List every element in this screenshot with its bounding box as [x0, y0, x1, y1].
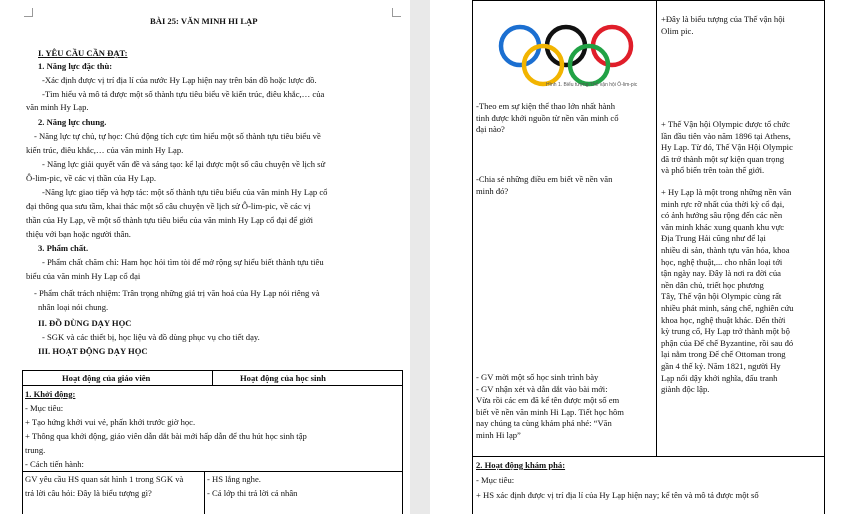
yellow-ring [524, 46, 562, 84]
text-line: nhân loại nói chung. [38, 302, 109, 312]
right-page [430, 0, 855, 514]
blue-ring [501, 27, 539, 65]
text-line: - Năng lực tự chủ, tự học: Chủ động tích cực tìm hiểu một số thành tựu tiêu biểu về [34, 131, 321, 141]
answer-3: + Hy Lạp là một trong những nền văn minh rực rỡ nhất của thời kỳ cổ đại, có ảnh hưởng sâu rộng đến các nền văn minh khác xung quanh khu vực Địa Trung Hải cũng như để lại nhiều di sản, thành tựu văn hóa, khoa học, nghệ thuật,... cho nhân loại tới tận ngày nay. Đây là nơi ra đời của nền dân chủ, triết học phương Tây, Thế vận hội Olympic cùng rất nhiều phát minh, sáng chế, nghiên cứu khoa học, nghệ thuật khác. Đến thời kỳ trung cổ, Hy Lạp trở thành một bộ phận của Đế chế Byzantine, rồi sau đó lại nằm trong Đế chế Ottoman trong gần 4 thế kỷ. Năm 1821, người Hy Lạp nổi dậy khởi nghĩa, đấu tranh giành độc lập. [661, 187, 794, 395]
subsection-heading: 1. Năng lực đặc thù: [38, 61, 113, 71]
table-row: - Mục tiêu: [476, 475, 515, 485]
table-row: 1. Khởi động: [25, 389, 76, 399]
table-row: trung. [25, 445, 46, 455]
text-line: Ô-lim-pic, về các vị thần của Hy Lạp. [26, 173, 157, 183]
table-header-student: Hoạt động của học sinh [240, 373, 326, 383]
green-ring [570, 46, 608, 84]
lesson-title: BÀI 25: VĂN MINH HI LẠP [150, 16, 258, 26]
left-page [0, 0, 410, 514]
subsection-heading: 2. Năng lực chung. [38, 117, 107, 127]
text-line: -Năng lực giao tiếp và hợp tác: một số thành tựu tiêu biểu của văn minh Hy Lạp cổ [42, 187, 328, 197]
text-line: -Xác định được vị trí địa lí của nước Hy Lạp hiện nay trên bản đồ hoặc lược đồ. [42, 75, 317, 85]
text-line: kiến trúc, điêu khắc,… của văn minh Hy Lạp. [26, 145, 184, 155]
subsection-heading: 3. Phẩm chất. [38, 243, 89, 253]
text-line: -Tìm hiểu và mô tả được một số thành tựu tiêu biểu về kiến trúc, điêu khắc,… của [42, 89, 325, 99]
activity-heading: 2. Hoạt động khám phá: [476, 460, 566, 470]
image-caption: Hình 1. Biểu tượng Thế vận hội Ô-lim-pic [546, 82, 638, 88]
olympic-rings-image [494, 20, 640, 90]
text-line: thần của Hy Lạp, về một số thành tựu tiêu biểu của văn minh Hy Lạp cổ đại để giới [26, 215, 313, 225]
answer-2: + Thế Vận hội Olympic được tổ chức lần đầu tiên vào năm 1896 tại Athens, Hy Lạp. Từ đó, Thế Vận Hội Olympic đã trở thành một sự kiện quan trọng và phổ biến trên toàn thế giới. [661, 119, 793, 176]
section-heading: II. ĐỒ DÙNG DẠY HỌC [38, 318, 132, 328]
question-2: -Chia sẻ những điều em biết về nền văn minh đó? [476, 174, 613, 196]
black-ring [547, 27, 585, 65]
section-heading: III. HOẠT ĐỘNG DẠY HỌC [38, 346, 148, 356]
table-cell: GV yêu cầu HS quan sát hình 1 trong SGK và [25, 474, 184, 484]
table-row: + HS xác định được vị trí địa lí của Hy Lạp hiện nay; kể tên và mô tả được một số [476, 490, 759, 500]
answer-1: +Đây là biểu tượng của Thế vận hội Olim pic. [661, 14, 785, 36]
text-line: biểu của văn minh Hy Lạp cổ đại [26, 271, 141, 281]
table-row: + Tạo hứng khởi vui vẻ, phấn khởi trước giờ học. [25, 417, 196, 427]
corner-mark [24, 8, 33, 17]
question-1: -Theo em sự kiện thể thao lớn nhất hành tinh được khởi nguồn từ nền văn minh cổ đại nào? [476, 101, 619, 135]
red-ring [593, 27, 631, 65]
text-line: - Phẩm chất chăm chỉ: Ham học hỏi tìm tòi để mở rộng sự hiểu biết thành tựu tiêu [42, 257, 324, 267]
text-line: - Năng lực giải quyết vấn đề và sáng tạo: kể lại được một số câu chuyện về lịch sử [42, 159, 326, 169]
table-cell: trả lời câu hỏi: Đây là biểu tượng gì? [25, 488, 152, 498]
table-header-teacher: Hoạt động của giáo viên [62, 373, 151, 383]
text-line: - SGK và các thiết bị, học liệu và đồ dùng phục vụ cho tiết dạy. [42, 332, 260, 342]
table-row: + Thông qua khởi động, giáo viên dẫn dắt bài mới hấp dẫn để thu hút học sinh tập [25, 431, 307, 441]
table-row: - Cách tiến hành: [25, 459, 84, 469]
text-line: - Phẩm chất trách nhiệm: Trân trọng những giá trị văn hoá của Hy Lạp nói riêng và [34, 288, 320, 298]
text-line: thiệu với bạn hoặc người thân. [26, 229, 131, 239]
table-cell: - Cả lớp thi trả lời cả nhân [207, 488, 298, 498]
table-row: - Mục tiêu: [25, 403, 64, 413]
section-heading: I. YÊU CẦU CẦN ĐẠT: [38, 48, 128, 58]
text-line: đại thông qua sưu tầm, khai thác một số câu chuyện về lịch sử Ô-lim-pic, về các vị [26, 201, 311, 211]
teacher-conclusion: - GV mời một số học sinh trình bày - GV nhận xét và dẫn dắt vào bài mới: Vừa rồi các em đã kể tên được một số em biết về nền văn minh Hi Lạp. Tiết học hôm nay chúng ta cùng khám phá nhé: “Văn minh Hi lạp” [476, 372, 624, 440]
text-line: văn minh Hy Lạp. [26, 102, 89, 112]
corner-mark [392, 8, 401, 17]
table-cell: - HS lắng nghe. [207, 474, 261, 484]
